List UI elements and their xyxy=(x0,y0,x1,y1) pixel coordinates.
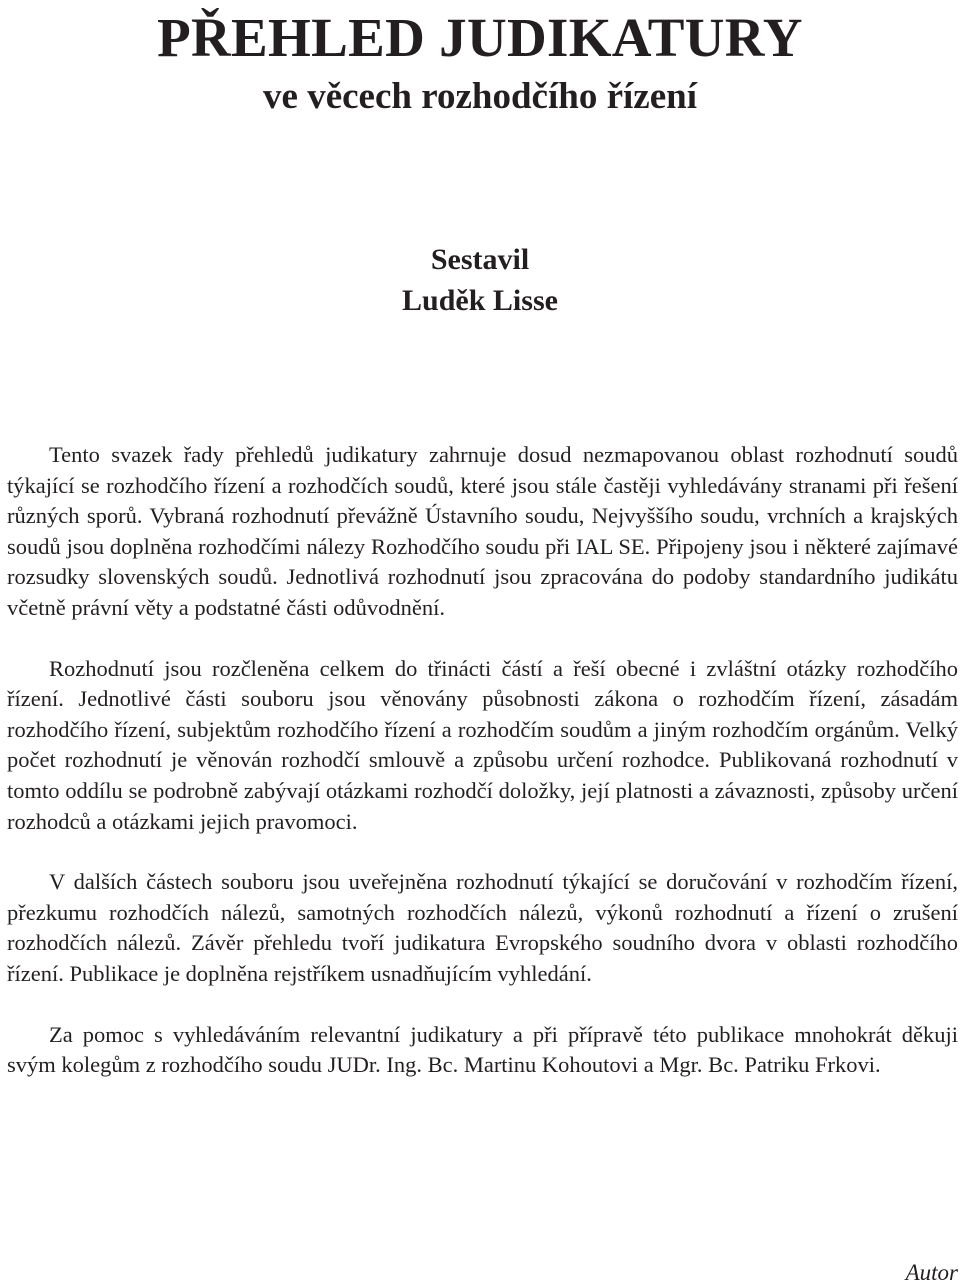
document-subtitle: ve věcech rozhodčího řízení xyxy=(263,76,697,117)
document-title: PŘEHLED JUDIKATURY xyxy=(157,7,803,68)
compiler-name: Luděk Lisse xyxy=(402,284,558,317)
paragraph: V dalších částech souboru jsou uveřejněna rozhodnutí týkající se doručování v rozhodčím řízení, přezkumu rozhodčích nálezů, samotných rozhodčích nálezů, výkonů rozhodnutí a řízení o zrušení rozhodčích nálezů. Závěr přehledu tvoří judikatura Evropského soudního dvora v oblasti rozhodčího řízení. Publikace je doplněna rejstříkem usnadňujícím vyhledání. xyxy=(7,869,958,986)
paragraph: Tento svazek řady přehledů judikatury zahrnuje dosud nezmapovanou oblast rozhodnutí soudů týkající se rozhodčího řízení a rozhodčích soudů, které jsou stále častěji vyhledávány stranami při řešení různých sporů. Vybraná rozhodnutí převážně Ústavního soudu, Nejvyššího soudu, vrchních a krajských soudů jsou doplněna rozhodčími nálezy Rozhodčího soudu při IAL SE. Připojeny jsou i některé zajímavé rozsudky slovenských soudů. Jednotlivá rozhodnutí jsou zpracována do podoby standardního judikátu včetně právní věty a podstatné části odůvodnění. xyxy=(7,442,958,620)
compiler-label: Sestavil xyxy=(430,243,530,276)
paragraph: Rozhodnutí jsou rozčleněna celkem do třinácti částí a řeší obecné i zvláštní otázky rozhodčího řízení. Jednotlivé části souboru jsou věnovány působnosti zákona o rozhodčím řízení, zásadám rozhodčího řízení, subjektům rozhodčího řízení a rozhodčím soudům a jiným rozhodčím orgánům. Velký počet rozhodnutí je věnován rozhodčí smlouvě a způsobu určení rozhodce. Publikovaná rozhodnutí v tomto oddílu se podrobně zabývají otázkami rozhodčí doložky, její platnosti a závaznosti, způsoby určení rozhodců a otázkami jejich pravomoci. xyxy=(7,655,958,834)
paragraph: Za pomoc s vyhledáváním relevantní judikatury a při přípravě této publikace mnohokrát děkuji svým kolegům z rozhodčího soudu JUDr. Ing. Bc. Martinu Kohoutovi a Mgr. Bc. Patriku Frkovi. xyxy=(7,1021,958,1078)
author-signature: Autor xyxy=(905,1260,958,1285)
body-text xyxy=(7,440,958,1081)
